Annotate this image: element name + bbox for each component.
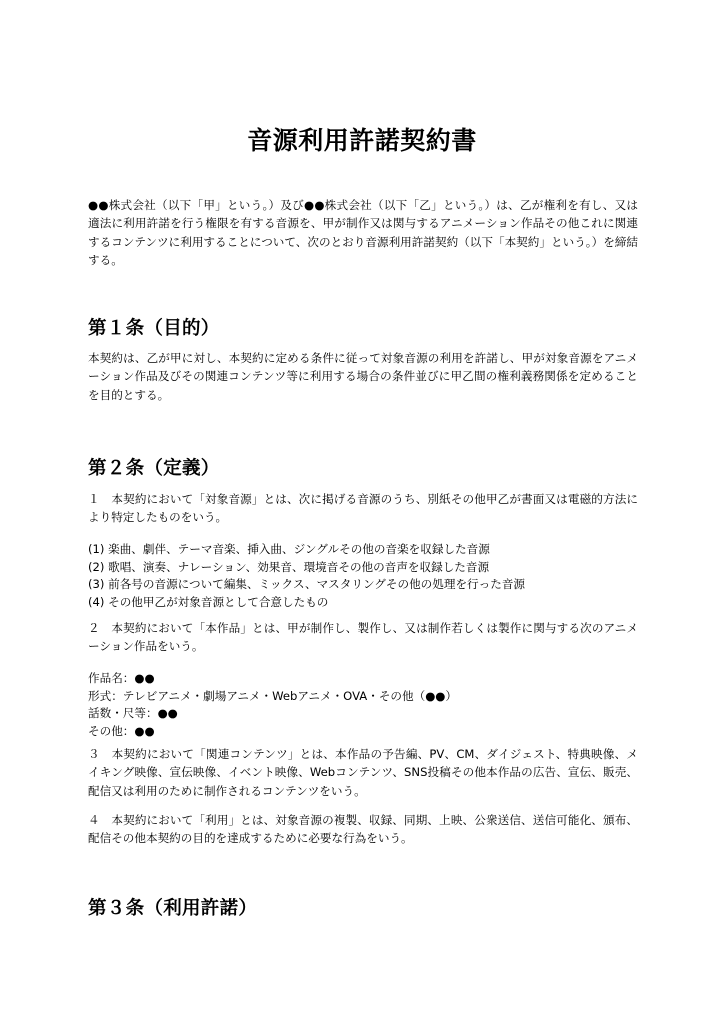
- list-item: (2) 歌唱、演奏、ナレーション、効果音、環境音その他の音声を収録した音源: [88, 559, 490, 574]
- article-2-paragraph-4: ４ 本契約において「利用」とは、対象音源の複製、収録、同期、上映、公衆送信、送信可能化、頒布、配信その他本契約の目的を達成するために必要な行為をいう。: [88, 813, 638, 846]
- work-field-episodes: 話数・尺等：●●: [88, 706, 178, 720]
- article-2-paragraph-2: ２ 本契約において「本作品」とは、甲が制作し、製作し、又は制作若しくは製作に関与する次のアニメーション作品をいう。: [88, 621, 638, 654]
- target-audio-list: [88, 541, 638, 611]
- article-3-heading: 第３条（利用許諾）: [88, 898, 258, 919]
- article-2-heading: 第２条（定義）: [88, 458, 220, 479]
- document-title: 音源利用許諾契約書: [247, 126, 477, 155]
- work-details-list: [88, 670, 638, 740]
- article-2-paragraph-1: １ 本契約において「対象音源」とは、次に掲げる音源のうち、別紙その他甲乙が書面又は電磁的方法により特定したものをいう。: [88, 492, 638, 525]
- preamble-paragraph: ●●株式会社（以下「甲」という。）及び●●株式会社（以下「乙」という。）は、乙が権利を有し、又は適法に利用許諾を行う権限を有する音源を、甲が制作又は関与するアニメーション作品その他これに関連するコンテンツに利用することについて、次のとおり音源利用許諾契約（以下「本契約」という。）を締結する。: [88, 198, 638, 267]
- article-1-heading: 第１条（目的）: [88, 318, 220, 339]
- list-item: (1) 楽曲、劇伴、テーマ音楽、挿入曲、ジングルその他の音楽を収録した音源: [88, 542, 490, 556]
- work-field-title: 作品名：●●: [88, 671, 155, 685]
- article-2-paragraph-3: ３ 本契約において「関連コンテンツ」とは、本作品の予告編、PV、CM、ダイジェスト、特典映像、メイキング映像、宣伝映像、イベント映像、Webコンテンツ、SNS投稿その他本作品の広告、宣伝、販売、配信又は利用のために制作されるコンテンツをいう。: [88, 747, 638, 798]
- article-1-body: 本契約は、乙が甲に対し、本契約に定める条件に従って対象音源の利用を許諾し、甲が対象音源をアニメーション作品及びその関連コンテンツ等に利用する場合の条件並びに甲乙間の権利義務関係を定めることを目的とする。: [88, 351, 638, 402]
- list-item: (4) その他甲乙が対象音源として合意したもの: [88, 594, 329, 609]
- work-field-other: その他：●●: [88, 723, 155, 738]
- list-item: (3) 前各号の音源について編集、ミックス、マスタリングその他の処理を行った音源: [88, 577, 526, 591]
- work-field-format: 形式：テレビアニメ・劇場アニメ・Webアニメ・OVA・その他（●●）: [88, 688, 458, 703]
